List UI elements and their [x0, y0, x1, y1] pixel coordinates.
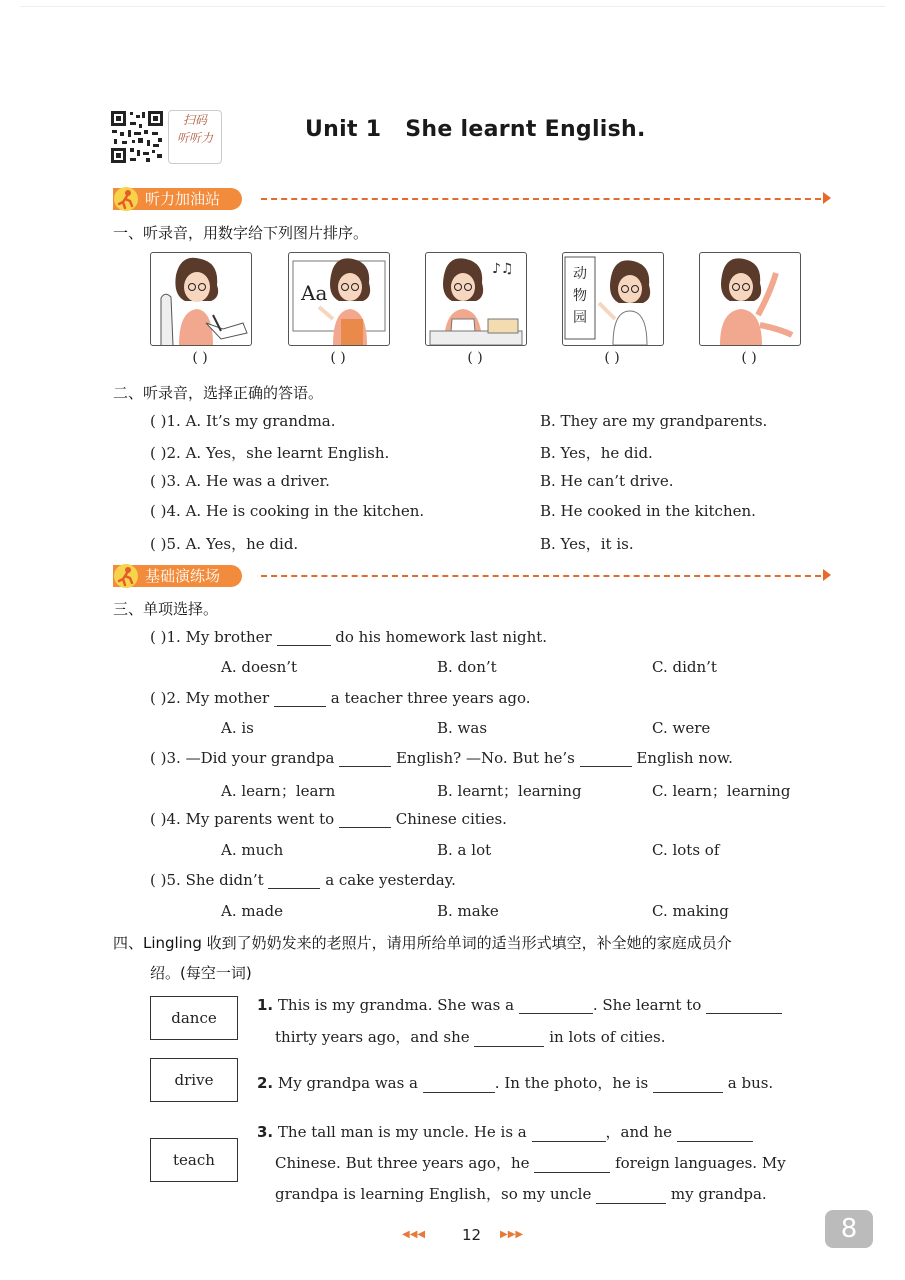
triangle-left-icon: ◀◀◀: [402, 1229, 426, 1240]
part2-heading: 二、听录音，选择正确的答语。: [113, 384, 324, 402]
part4-s3-line1: 3. The tall man is my uncle. He is a ，and he: [257, 1121, 753, 1142]
page-number: 12: [462, 1226, 482, 1244]
part1-heading: 一、听录音，用数字给下列图片排序。: [113, 224, 369, 242]
answer-paren[interactable]: ( )4.: [150, 502, 181, 520]
part2-item-3-b: B. He can’t drive.: [540, 472, 674, 490]
scan-listen-label: 扫码 听听力: [168, 110, 222, 164]
part3-q3-a: A. learn；learn: [221, 782, 336, 800]
part2-item-1: ( )1. A. It’s my grandma.: [150, 412, 336, 430]
part3-q5-c: C. making: [652, 902, 729, 920]
picture-4: [562, 252, 664, 346]
picture-2: [288, 252, 390, 346]
part4-s1-line1: 1. This is my grandma. She was a . She learnt to: [257, 996, 782, 1014]
woman-cooking-icon: [426, 253, 526, 345]
part2-item-1-b: B. They are my grandparents.: [540, 412, 768, 430]
picture-3: [425, 252, 527, 346]
picture-1: [150, 252, 252, 346]
answer-blank[interactable]: [268, 874, 320, 889]
part2-item-2: ( )2. A. Yes，she learnt English.: [150, 444, 390, 462]
answer-paren[interactable]: ( )1.: [150, 412, 181, 430]
runner-icon: [113, 186, 139, 212]
banner-basic: [113, 565, 833, 587]
picture-1-answer[interactable]: ( ): [192, 350, 208, 366]
part3-q1: ( )1. My brother do his homework last night.: [150, 628, 548, 646]
top-edge-line: [20, 6, 885, 7]
answer-paren[interactable]: ( )2.: [150, 689, 181, 707]
word-box-drive: drive: [150, 1058, 238, 1102]
word-box-dance: dance: [150, 996, 238, 1040]
banner-listening-label: 听力加油站: [113, 188, 242, 210]
part2-item-4-b: B. He cooked in the kitchen.: [540, 502, 756, 520]
part3-q3-b: B. learnt；learning: [437, 782, 582, 800]
answer-blank[interactable]: [653, 1078, 723, 1093]
blackboard-text: Aa: [301, 281, 328, 305]
part3-q2-a: A. is: [221, 719, 254, 737]
part2-item-5-b: B. Yes，it is.: [540, 535, 634, 553]
part3-q4: ( )4. My parents went to Chinese cities.: [150, 810, 507, 828]
part3-q4-a: A. much: [221, 841, 284, 859]
part3-heading: 三、单项选择。: [113, 600, 219, 618]
answer-blank[interactable]: [532, 1127, 606, 1142]
banner-listening: [113, 188, 833, 210]
part3-q1-c: C. didn’t: [652, 658, 717, 676]
picture-5: [699, 252, 801, 346]
arrow-right-icon: [823, 192, 831, 204]
woman-writing-icon: [151, 253, 251, 345]
picture-5-answer[interactable]: ( ): [741, 350, 757, 366]
part4-s3-line2: Chinese. But three years ago，he foreign languages. My: [275, 1154, 786, 1172]
woman-dancing-icon: [700, 253, 800, 345]
part3-q1-b: B. don’t: [437, 658, 497, 676]
runner-icon: [113, 563, 139, 589]
answer-blank[interactable]: [519, 999, 593, 1014]
picture-3-answer[interactable]: ( ): [467, 350, 483, 366]
part2-item-3: ( )3. A. He was a driver.: [150, 472, 330, 490]
answer-blank[interactable]: [423, 1078, 495, 1093]
banner-dash-line: [261, 575, 821, 577]
unit-title: Unit 1 She learnt English.: [305, 117, 646, 142]
part3-q2-c: C. were: [652, 719, 711, 737]
part4-s3-line3: grandpa is learning English，so my uncle my grandpa.: [275, 1185, 767, 1203]
part4-heading-cont: 绍。(每空一词): [150, 964, 252, 982]
part3-q2: ( )2. My mother a teacher three years ago.: [150, 689, 531, 707]
qr-code-icon[interactable]: [110, 110, 164, 164]
part3-q5-a: A. made: [221, 902, 284, 920]
part3-q3: ( )3. —Did your grandpa English? —No. But he’s English now.: [150, 749, 733, 767]
answer-blank[interactable]: [339, 813, 391, 828]
banner-basic-label: 基础演练场: [113, 565, 242, 587]
part3-q1-a: A. doesn’t: [221, 658, 298, 676]
part3-q5-b: B. make: [437, 902, 499, 920]
part3-q4-c: C. lots of: [652, 841, 720, 859]
part2-item-5: ( )5. A. Yes，he did.: [150, 535, 299, 553]
picture-4-answer[interactable]: ( ): [604, 350, 620, 366]
picture-2-answer[interactable]: ( ): [330, 350, 346, 366]
triangle-right-icon: ▶▶▶: [500, 1229, 524, 1240]
answer-blank[interactable]: [274, 692, 326, 707]
part3-q3-c: C. learn；learning: [652, 782, 791, 800]
part4-s2-line1: 2. My grandpa was a . In the photo，he is a bus.: [257, 1074, 774, 1092]
part4-heading: 四、Lingling 收到了奶奶发来的老照片，请用所给单词的适当形式填空，补全她的家庭成员介: [113, 934, 732, 952]
part2-item-2-b: B. Yes，he did.: [540, 444, 653, 462]
answer-paren[interactable]: ( )3.: [150, 472, 181, 490]
answer-blank[interactable]: [706, 999, 782, 1014]
part3-q5: ( )5. She didn’t a cake yesterday.: [150, 871, 456, 889]
part4-s1-line2: thirty years ago，and she in lots of cities.: [275, 1028, 666, 1046]
svg-text:♪♫: ♪♫: [492, 261, 514, 277]
zoo-sign-text: 动物园: [573, 266, 587, 326]
answer-blank[interactable]: [580, 752, 632, 767]
answer-paren[interactable]: ( )4.: [150, 810, 181, 828]
part3-q4-b: B. a lot: [437, 841, 492, 859]
answer-blank[interactable]: [596, 1189, 666, 1204]
arrow-right-icon: [823, 569, 831, 581]
part3-q2-b: B. was: [437, 719, 488, 737]
answer-paren[interactable]: ( )1.: [150, 628, 181, 646]
page-badge: 8: [825, 1210, 873, 1248]
answer-blank[interactable]: [474, 1032, 544, 1047]
answer-paren[interactable]: ( )5.: [150, 535, 181, 553]
answer-blank[interactable]: [677, 1127, 753, 1142]
answer-blank[interactable]: [339, 752, 391, 767]
word-box-teach: teach: [150, 1138, 238, 1182]
answer-paren[interactable]: ( )5.: [150, 871, 181, 889]
banner-dash-line: [261, 198, 821, 200]
answer-paren[interactable]: ( )3.: [150, 749, 181, 767]
answer-paren[interactable]: ( )2.: [150, 444, 181, 462]
part2-item-4: ( )4. A. He is cooking in the kitchen.: [150, 502, 425, 520]
answer-blank[interactable]: [534, 1158, 610, 1173]
answer-blank[interactable]: [277, 631, 331, 646]
